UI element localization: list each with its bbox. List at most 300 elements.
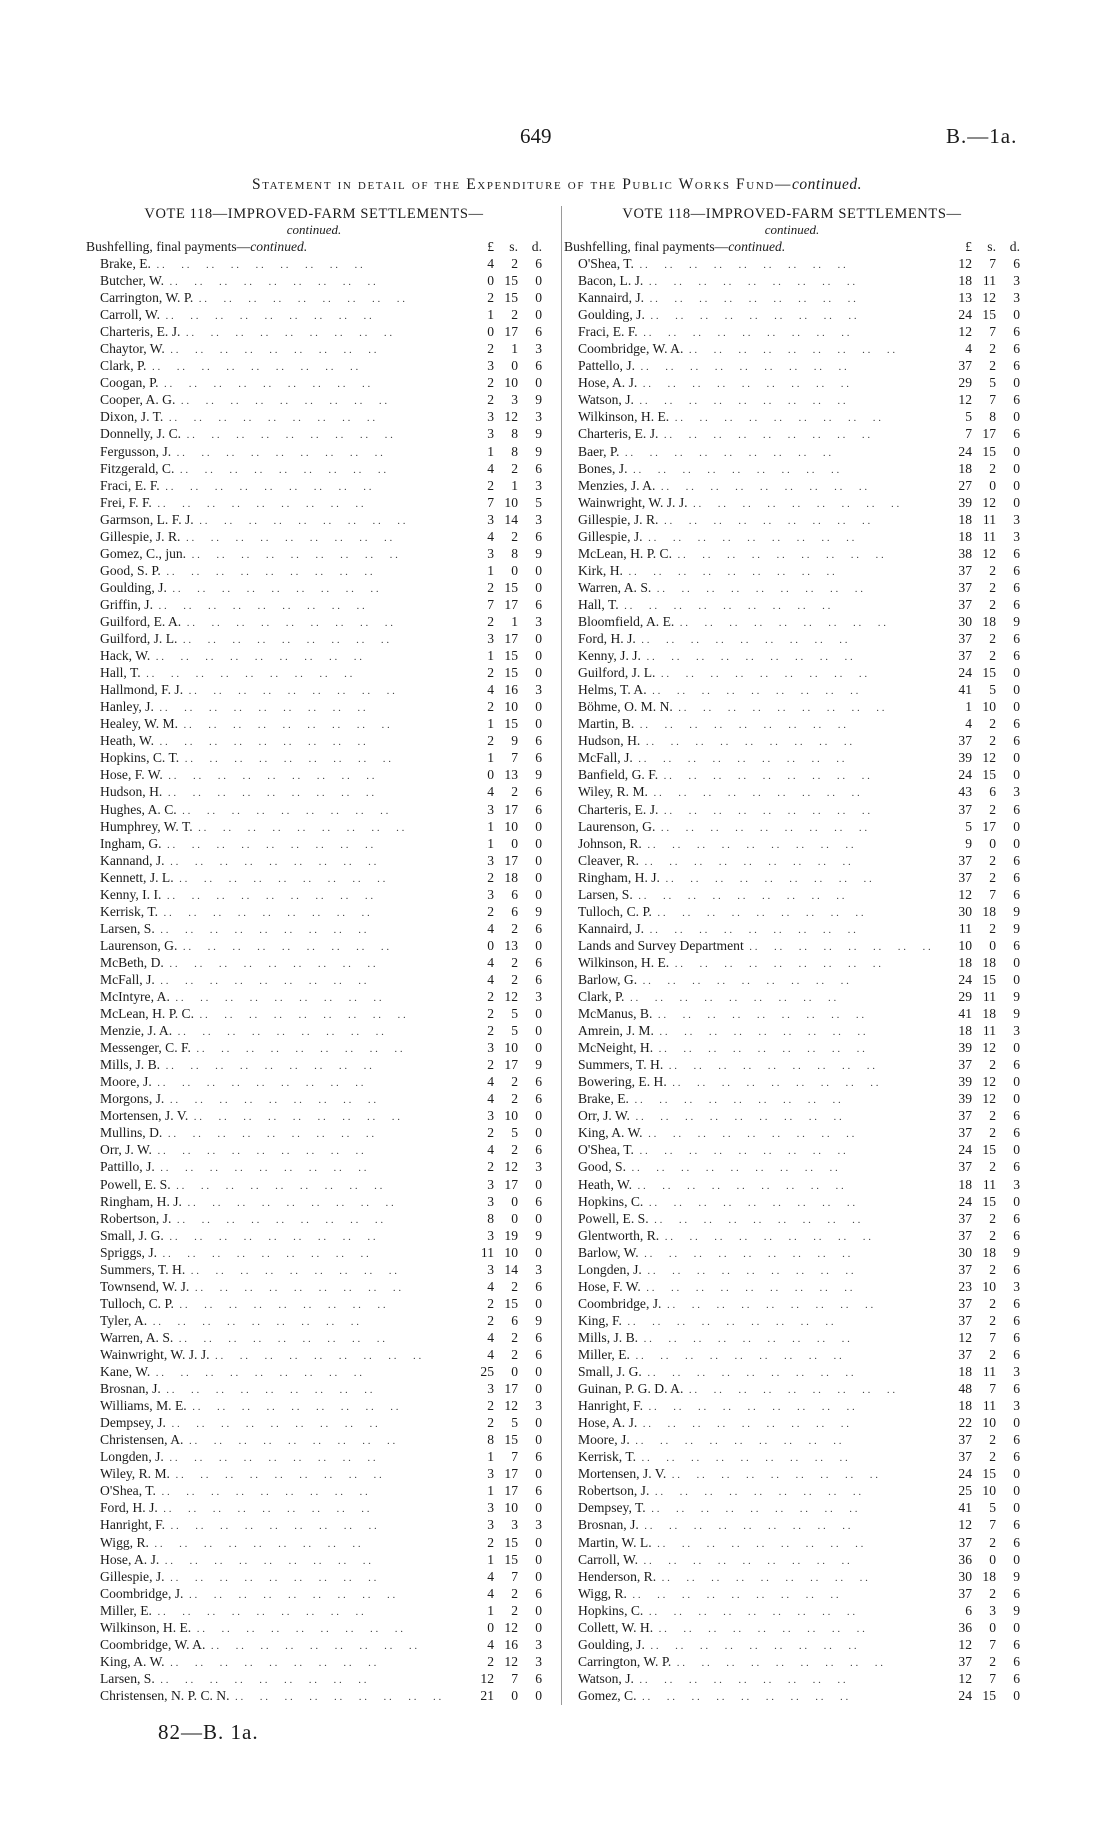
ledger-row xyxy=(84,1108,544,1125)
ledger-row xyxy=(562,955,1022,972)
ledger-row xyxy=(84,1381,544,1398)
amount-pounds: 4 xyxy=(487,682,494,698)
amount-pounds: 30 xyxy=(958,613,972,629)
amount-pounds: 18 xyxy=(958,1176,972,1192)
payee-name: King, F. . . xyxy=(562,1313,942,1329)
amount-shillings: 7 xyxy=(511,1670,518,1686)
amount-pence: 9 xyxy=(535,767,542,783)
amount-pence: 6 xyxy=(1013,426,1020,442)
payee-name: McIntyre, A. . . xyxy=(84,989,464,1005)
amount-pence: 6 xyxy=(1013,716,1020,732)
amount-pence: 0 xyxy=(535,1500,542,1516)
amount-shillings: 1 xyxy=(511,613,518,629)
payee-name: Good, S. P. . . xyxy=(84,563,464,579)
amount-pence: 6 xyxy=(535,920,542,936)
payee-name: Spriggs, J. . . xyxy=(84,1245,464,1261)
amount-pence: 6 xyxy=(1013,886,1020,902)
amount-pence: 0 xyxy=(535,290,542,306)
amount-pence: 9 xyxy=(1013,989,1020,1005)
amount-pounds: 18 xyxy=(958,1364,972,1380)
payee-name: Bacon, L. J. . . xyxy=(562,273,942,289)
ledger-row xyxy=(84,529,544,546)
amount-pounds: 4 xyxy=(487,1278,494,1294)
amount-shillings: 12 xyxy=(504,989,518,1005)
ledger-row xyxy=(562,784,1022,801)
payee-name: Ford, H. J. . . xyxy=(562,631,942,647)
payee-name: Brosnan, J. . . xyxy=(84,1381,464,1397)
amount-shillings: 15 xyxy=(504,290,518,306)
payee-name: Hughes, A. C. . . xyxy=(84,802,464,818)
amount-shillings: 0 xyxy=(511,1364,518,1380)
amount-pounds: 1 xyxy=(487,750,494,766)
ledger-row xyxy=(84,1671,544,1688)
ledger-row xyxy=(562,819,1022,836)
amount-pounds: 37 xyxy=(958,1347,972,1362)
ledger-row xyxy=(84,273,544,290)
amount-pence: 9 xyxy=(535,903,542,919)
ledger-row xyxy=(84,1279,544,1296)
ledger-row xyxy=(562,972,1022,989)
amount-shillings: 2 xyxy=(989,1534,996,1550)
payee-name: Heath, W. . . xyxy=(562,1177,942,1193)
vote-continued: continued. xyxy=(286,222,342,237)
amount-pence: 9 xyxy=(1013,1568,1020,1584)
payee-name: Ringham, H. J. . . xyxy=(562,870,942,886)
ledger-row xyxy=(84,1398,544,1415)
amount-shillings: 7 xyxy=(989,256,996,271)
amount-pounds: 2 xyxy=(487,733,494,749)
ledger-row xyxy=(84,1688,544,1705)
amount-pounds: 1 xyxy=(487,1602,494,1618)
ledger-row xyxy=(562,358,1022,375)
amount-pounds: 1 xyxy=(487,1483,494,1499)
amount-pounds: 3 xyxy=(487,801,494,817)
amount-pounds: 3 xyxy=(487,511,494,527)
amount-shillings: 10 xyxy=(504,375,518,391)
payee-name: Menzies, J. A. . . xyxy=(562,478,942,494)
ledger-row xyxy=(562,1466,1022,1483)
payee-name: Carrington, W. P. . . xyxy=(562,1654,942,1670)
amount-shillings: 6 xyxy=(989,784,996,800)
amount-pounds: 4 xyxy=(487,1568,494,1584)
amount-pounds: 3 xyxy=(487,409,494,425)
amount-shillings: 11 xyxy=(982,511,996,527)
payee-name: Kennett, J. L. . . xyxy=(84,870,464,886)
amount-pounds: 37 xyxy=(958,1108,972,1124)
amount-shillings: 0 xyxy=(511,562,518,578)
payee-name: Glentworth, R. . . xyxy=(562,1228,942,1244)
amount-pence: 0 xyxy=(1013,835,1020,851)
amount-shillings: 0 xyxy=(511,1210,518,1226)
amount-shillings: 2 xyxy=(989,1057,996,1073)
amount-pounds: 3 xyxy=(487,426,494,442)
payee-name: Coombridge, J. . . xyxy=(84,1586,464,1602)
amount-pence: 0 xyxy=(1013,409,1020,425)
payee-name: Orr, J. W. . . xyxy=(84,1142,464,1158)
ledger-row xyxy=(562,750,1022,767)
amount-pounds: 2 xyxy=(487,477,494,493)
amount-shillings: 11 xyxy=(982,1398,996,1414)
payee-name: Hose, F. W. . . xyxy=(562,1279,942,1295)
amount-pounds: 2 xyxy=(487,665,494,681)
amount-pence: 6 xyxy=(1013,1381,1020,1397)
ledger-row xyxy=(84,1313,544,1330)
payee-name: Mills, J. B. . . xyxy=(84,1057,464,1073)
amount-shillings: 12 xyxy=(504,1653,518,1669)
ledger-row xyxy=(562,375,1022,392)
amount-shillings: 12 xyxy=(982,545,996,561)
amount-shillings: 2 xyxy=(511,307,518,323)
amount-pence: 9 xyxy=(1013,1244,1020,1260)
payee-name: Powell, E. S. . . xyxy=(84,1177,464,1193)
amount-shillings: 5 xyxy=(511,1006,518,1022)
payee-name: Powell, E. S. . . xyxy=(562,1211,942,1227)
amount-shillings: 0 xyxy=(511,1687,518,1703)
amount-pounds: 18 xyxy=(958,1023,972,1039)
amount-pounds: 37 xyxy=(958,1227,972,1243)
ledger-row xyxy=(84,290,544,307)
payee-name: Summers, T. H. . . xyxy=(84,1262,464,1278)
payee-name: Laurenson, G. . . xyxy=(84,938,464,954)
amount-pounds: 39 xyxy=(958,494,972,510)
amount-pence: 0 xyxy=(535,1619,542,1635)
payee-name: Charteris, E. J. . . xyxy=(84,324,464,340)
payee-name: Amrein, J. M. . . xyxy=(562,1023,942,1039)
amount-pence: 6 xyxy=(1013,562,1020,578)
amount-pence: 0 xyxy=(535,665,542,681)
payee-name: Gillespie, J. R. . . xyxy=(562,512,942,528)
amount-shillings: 2 xyxy=(511,256,518,271)
ledger-row xyxy=(562,1552,1022,1569)
payee-name: Gillespie, J. . . xyxy=(562,529,942,545)
amount-shillings: 0 xyxy=(511,358,518,374)
amount-pounds: 5 xyxy=(965,409,972,425)
ledger-row xyxy=(84,1466,544,1483)
amount-pence: 6 xyxy=(1013,256,1020,271)
amount-pence: 0 xyxy=(1013,1551,1020,1567)
amount-pence: 6 xyxy=(535,1142,542,1158)
amount-shillings: 3 xyxy=(511,392,518,408)
amount-pounds: 1 xyxy=(487,562,494,578)
payee-name: Ingham, G. . . xyxy=(84,836,464,852)
amount-pounds: 37 xyxy=(958,1159,972,1175)
payee-name: Small, J. G. . . xyxy=(84,1228,464,1244)
amount-pence: 6 xyxy=(1013,1670,1020,1686)
payee-name: Kerrisk, T. . . xyxy=(562,1449,942,1465)
amount-pence: 6 xyxy=(535,256,542,271)
amount-shillings: 17 xyxy=(504,631,518,647)
amount-pence: 3 xyxy=(1013,784,1020,800)
amount-pence: 0 xyxy=(535,375,542,391)
amount-shillings: 2 xyxy=(511,1602,518,1618)
ledger-row xyxy=(84,426,544,443)
ledger-row xyxy=(84,836,544,853)
payee-name: Goulding, J. . . xyxy=(562,307,942,323)
amount-shillings: 11 xyxy=(982,1176,996,1192)
amount-pence: 3 xyxy=(1013,1364,1020,1380)
payee-name: Kannand, J. . . xyxy=(84,853,464,869)
payee-name: Banfield, G. F. . . xyxy=(562,767,942,783)
ledger-row xyxy=(562,1091,1022,1108)
amount-shillings: 17 xyxy=(504,1381,518,1397)
payee-name: Johnson, R. . . xyxy=(562,836,942,852)
amount-shillings: 10 xyxy=(504,1500,518,1516)
amount-shillings: 2 xyxy=(511,1074,518,1090)
amount-shillings: 5 xyxy=(511,1415,518,1431)
payee-name: Kannaird, J. . . xyxy=(562,290,942,306)
ledger-row xyxy=(562,1023,1022,1040)
ledger-row xyxy=(562,1569,1022,1586)
amount-pounds: 3 xyxy=(487,1517,494,1533)
amount-pounds: 37 xyxy=(958,852,972,868)
payee-name: Brosnan, J. . . xyxy=(562,1517,942,1533)
ledger-row xyxy=(562,324,1022,341)
amount-pence: 3 xyxy=(535,1653,542,1669)
ledger-row xyxy=(84,819,544,836)
ledger-row xyxy=(84,1006,544,1023)
ledger-row xyxy=(562,716,1022,733)
amount-pence: 6 xyxy=(1013,1653,1020,1669)
payee-name: Williams, M. E. . . xyxy=(84,1398,464,1414)
amount-shillings: 17 xyxy=(982,818,996,834)
amount-pounds: 12 xyxy=(958,1636,972,1652)
amount-pence: 6 xyxy=(1013,733,1020,749)
ledger-row xyxy=(84,409,544,426)
amount-shillings: 10 xyxy=(982,1483,996,1499)
amount-pounds: 0 xyxy=(487,273,494,289)
amount-pounds: 25 xyxy=(480,1364,494,1380)
amount-shillings: 2 xyxy=(989,801,996,817)
amount-shillings: 6 xyxy=(511,886,518,902)
payee-name: Fitzgerald, C. . . xyxy=(84,461,464,477)
amount-pounds: 3 xyxy=(487,886,494,902)
amount-pence: 0 xyxy=(535,1568,542,1584)
ledger-row xyxy=(84,546,544,563)
amount-pence: 3 xyxy=(1013,1023,1020,1039)
amount-shillings: 12 xyxy=(982,1074,996,1090)
amount-pence: 6 xyxy=(535,1483,542,1499)
payee-name: Cleaver, R. . . xyxy=(562,853,942,869)
amount-pence: 9 xyxy=(535,426,542,442)
amount-shillings: 12 xyxy=(982,1091,996,1107)
amount-shillings: 5 xyxy=(511,1125,518,1141)
amount-pence: 0 xyxy=(535,648,542,664)
amount-shillings: 2 xyxy=(511,460,518,476)
amount-pounds: 12 xyxy=(480,1670,494,1686)
amount-pence: 6 xyxy=(535,1091,542,1107)
amount-pence: 0 xyxy=(1013,682,1020,698)
amount-shillings: 7 xyxy=(989,324,996,340)
amount-shillings: 3 xyxy=(989,1602,996,1618)
amount-shillings: 15 xyxy=(504,1534,518,1550)
amount-shillings: 2 xyxy=(989,733,996,749)
payee-name: Martin, B. . . xyxy=(562,716,942,732)
payee-name: Mortensen, J. V. . . xyxy=(84,1108,464,1124)
amount-pence: 0 xyxy=(535,1415,542,1431)
ledger-row xyxy=(84,972,544,989)
amount-pence: 9 xyxy=(1013,613,1020,629)
amount-pence: 9 xyxy=(535,443,542,459)
amount-pounds: 37 xyxy=(958,596,972,612)
ledger-row xyxy=(84,1535,544,1552)
amount-shillings: 2 xyxy=(511,971,518,987)
amount-shillings: 7 xyxy=(989,1636,996,1652)
payee-name: Townsend, W. J. . . xyxy=(84,1279,464,1295)
ledger-row xyxy=(562,461,1022,478)
amount-pounds: 18 xyxy=(958,528,972,544)
amount-pounds: 3 xyxy=(487,1176,494,1192)
payee-name: Guilford, E. A. . . xyxy=(84,614,464,630)
payee-name: Dempsey, J. . . xyxy=(84,1415,464,1431)
amount-pence: 3 xyxy=(535,409,542,425)
amount-shillings: 12 xyxy=(982,290,996,306)
amount-pounds: 37 xyxy=(958,1125,972,1141)
ledger-row xyxy=(562,1688,1022,1705)
ledger-row xyxy=(84,1330,544,1347)
payee-name: Christensen, N. P. C. N. . . xyxy=(84,1688,464,1704)
amount-pence: 0 xyxy=(1013,1142,1020,1158)
payee-name: Gillespie, J. . . xyxy=(84,1569,464,1585)
ledger-row xyxy=(84,512,544,529)
amount-pounds: 2 xyxy=(487,1312,494,1328)
ledger-row xyxy=(562,580,1022,597)
payee-name: Hopkins, C. T. . . xyxy=(84,750,464,766)
amount-shillings: 13 xyxy=(504,937,518,953)
ledger-row xyxy=(84,631,544,648)
amount-shillings: 15 xyxy=(504,579,518,595)
amount-shillings: 2 xyxy=(989,460,996,476)
amount-pounds: 4 xyxy=(487,1329,494,1345)
amount-pence: 6 xyxy=(1013,869,1020,885)
amount-shillings: 2 xyxy=(511,1278,518,1294)
payee-name: Charteris, E. J. . . xyxy=(562,802,942,818)
payee-name: O'Shea, T. . . xyxy=(84,1483,464,1499)
payee-name: Kirk, H. . . xyxy=(562,563,942,579)
amount-pence: 3 xyxy=(535,1159,542,1175)
amount-pence: 6 xyxy=(1013,648,1020,664)
amount-pence: 6 xyxy=(1013,1108,1020,1124)
ledger-row xyxy=(562,1177,1022,1194)
amount-pence: 3 xyxy=(535,1261,542,1277)
amount-shillings: 12 xyxy=(504,1159,518,1175)
ledger-row xyxy=(562,1654,1022,1671)
amount-pounds: 41 xyxy=(958,1500,972,1516)
ledger-row xyxy=(84,341,544,358)
payee-name: Kannaird, J. . . xyxy=(562,921,942,937)
amount-pounds: 1 xyxy=(487,1449,494,1465)
amount-shillings: 15 xyxy=(504,665,518,681)
ledger-row xyxy=(562,904,1022,921)
ledger-row xyxy=(84,853,544,870)
payee-name: Fraci, E. F. . . xyxy=(84,478,464,494)
amount-pence: 0 xyxy=(535,1364,542,1380)
amount-pounds: 22 xyxy=(958,1415,972,1431)
amount-pounds: 12 xyxy=(958,1517,972,1533)
ledger-row xyxy=(562,887,1022,904)
payee-name: Bones, J. . . xyxy=(562,461,942,477)
amount-pence: 0 xyxy=(535,716,542,732)
amount-shillings: 11 xyxy=(982,1364,996,1380)
payee-name: Kerrisk, T. . . xyxy=(84,904,464,920)
amount-pounds: 24 xyxy=(958,767,972,783)
amount-pounds: 24 xyxy=(958,307,972,323)
amount-shillings: 2 xyxy=(989,1653,996,1669)
pence-header: d. xyxy=(1009,239,1020,254)
amount-pounds: 24 xyxy=(958,1687,972,1703)
amount-pence: 0 xyxy=(1013,1091,1020,1107)
ledger-row xyxy=(562,802,1022,819)
ledger-row xyxy=(562,631,1022,648)
amount-shillings: 12 xyxy=(982,750,996,766)
payee-name: McFall, J. . . xyxy=(84,972,464,988)
amount-pence: 0 xyxy=(1013,494,1020,510)
section-label xyxy=(562,239,942,255)
ledger-row xyxy=(84,1569,544,1586)
payee-name: Collett, W. H. . . xyxy=(562,1620,942,1636)
payee-name: Christensen, A. . . xyxy=(84,1432,464,1448)
amount-pounds: 4 xyxy=(487,920,494,936)
amount-pence: 6 xyxy=(1013,852,1020,868)
right-column xyxy=(561,206,1022,1705)
amount-shillings: 2 xyxy=(989,1585,996,1601)
payee-name: Coogan, P. . . xyxy=(84,375,464,391)
amount-shillings: 2 xyxy=(511,528,518,544)
ledger-row xyxy=(84,1228,544,1245)
ledger-row xyxy=(84,767,544,784)
payee-name: McLean, H. P. C. . . xyxy=(84,1006,464,1022)
payee-name: Carroll, W. . . xyxy=(84,307,464,323)
amount-pounds: 36 xyxy=(958,1619,972,1635)
amount-pence: 0 xyxy=(1013,375,1020,391)
amount-pence: 3 xyxy=(535,682,542,698)
amount-shillings: 17 xyxy=(504,852,518,868)
amount-pounds: 1 xyxy=(487,835,494,851)
payee-name: Hall, T. . . xyxy=(84,665,464,681)
payee-name: Hall, T. . . xyxy=(562,597,942,613)
payee-name: Heath, W. . . xyxy=(84,733,464,749)
amount-shillings: 15 xyxy=(504,1295,518,1311)
amount-shillings: 2 xyxy=(989,562,996,578)
amount-shillings: 8 xyxy=(989,409,996,425)
amount-pounds: 2 xyxy=(487,1006,494,1022)
amount-pounds: 5 xyxy=(965,818,972,834)
amount-pence: 6 xyxy=(535,596,542,612)
amount-pounds: 36 xyxy=(958,1551,972,1567)
amount-pence: 6 xyxy=(1013,1125,1020,1141)
payee-name: Guilford, J. L. . . xyxy=(562,665,942,681)
amount-shillings: 2 xyxy=(511,920,518,936)
amount-shillings: 15 xyxy=(982,1193,996,1209)
amount-shillings: 15 xyxy=(982,1142,996,1158)
ledger-row xyxy=(84,1620,544,1637)
statement-continued: continued. xyxy=(792,176,863,193)
payee-name: Hallmond, F. J. . . xyxy=(84,682,464,698)
amount-pounds: 23 xyxy=(958,1278,972,1294)
ledger-row xyxy=(562,426,1022,443)
amount-pence: 0 xyxy=(535,886,542,902)
amount-pounds: 37 xyxy=(958,733,972,749)
amount-shillings: 2 xyxy=(989,1432,996,1448)
left-column xyxy=(84,206,544,1705)
payee-name: Guilford, J. L. . . xyxy=(84,631,464,647)
amount-pounds: 2 xyxy=(487,989,494,1005)
amount-shillings: 17 xyxy=(504,1057,518,1073)
ledger-row xyxy=(562,1313,1022,1330)
amount-shillings: 15 xyxy=(504,648,518,664)
amount-pence: 6 xyxy=(535,784,542,800)
ledger-row xyxy=(562,1603,1022,1620)
payee-name: Hose, F. W. . . xyxy=(84,767,464,783)
